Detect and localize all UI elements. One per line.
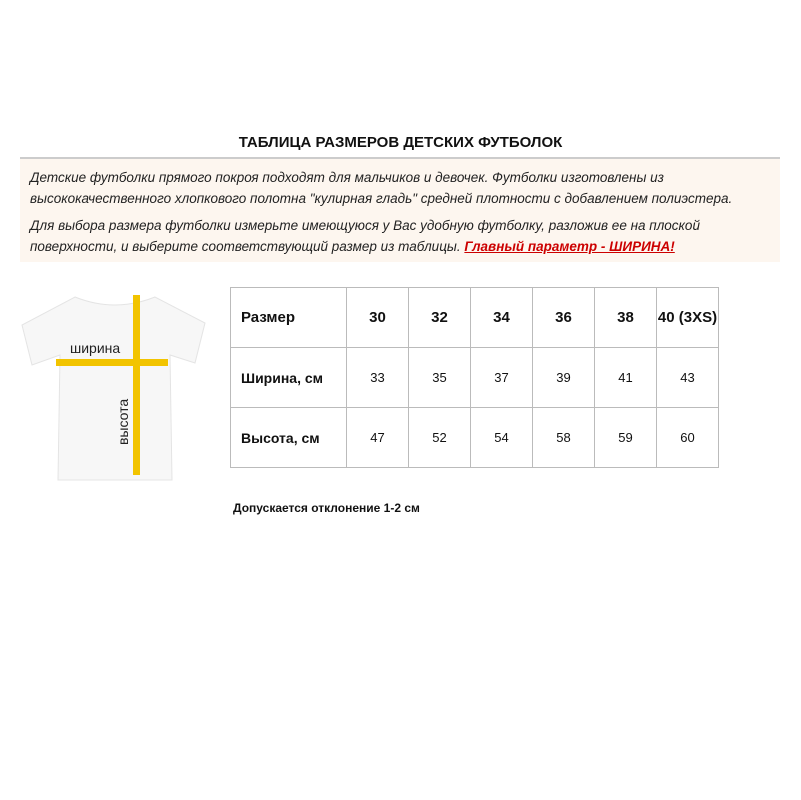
table-cell: 37 <box>471 348 533 408</box>
instruction-text <box>30 215 770 257</box>
table-cell: 47 <box>347 408 409 468</box>
size-table <box>230 287 719 468</box>
main-parameter-highlight: Главный параметр - ШИРИНА! <box>464 239 675 254</box>
table-cell: 43 <box>657 348 719 408</box>
row-label: Высота, см <box>231 408 347 468</box>
table-cell: 40 (3XS) <box>657 288 719 348</box>
table-row <box>231 288 719 348</box>
table-cell: 30 <box>347 288 409 348</box>
tshirt-measurement-diagram <box>20 285 220 490</box>
table-cell: 33 <box>347 348 409 408</box>
tolerance-note: Допускается отклонение 1-2 см <box>233 501 420 515</box>
table-cell: 32 <box>409 288 471 348</box>
info-box <box>20 157 780 262</box>
table-cell: 39 <box>533 348 595 408</box>
table-cell: 52 <box>409 408 471 468</box>
tshirt-icon <box>22 297 205 480</box>
table-cell: 58 <box>533 408 595 468</box>
width-tape <box>56 359 168 366</box>
table-cell: 38 <box>595 288 657 348</box>
instruction-body: Для выбора размера футболки измерьте имеющуюся у Вас удобную футболку, разложив ее на плоской поверхности, и выберите соответствующий размер из таблицы. <box>30 218 700 254</box>
table-row <box>231 408 719 468</box>
table-cell: 35 <box>409 348 471 408</box>
table-cell: 34 <box>471 288 533 348</box>
table-cell: 54 <box>471 408 533 468</box>
width-label: ширина <box>70 340 121 356</box>
page-title: ТАБЛИЦА РАЗМЕРОВ ДЕТСКИХ ФУТБОЛОК <box>238 134 563 151</box>
table-cell: 36 <box>533 288 595 348</box>
height-tape <box>133 295 140 475</box>
row-label: Ширина, см <box>231 348 347 408</box>
row-label: Размер <box>231 288 347 348</box>
table-row <box>231 348 719 408</box>
table-cell: 60 <box>657 408 719 468</box>
table-cell: 59 <box>595 408 657 468</box>
table-cell: 41 <box>595 348 657 408</box>
height-label: высота <box>115 398 131 445</box>
description-text: Детские футболки прямого покроя подходят для мальчиков и девочек. Футболки изготовлены из высококачественного хлопкового полотна "кулирная гладь" средней плотности с добавлением полиэстера. <box>30 170 733 206</box>
